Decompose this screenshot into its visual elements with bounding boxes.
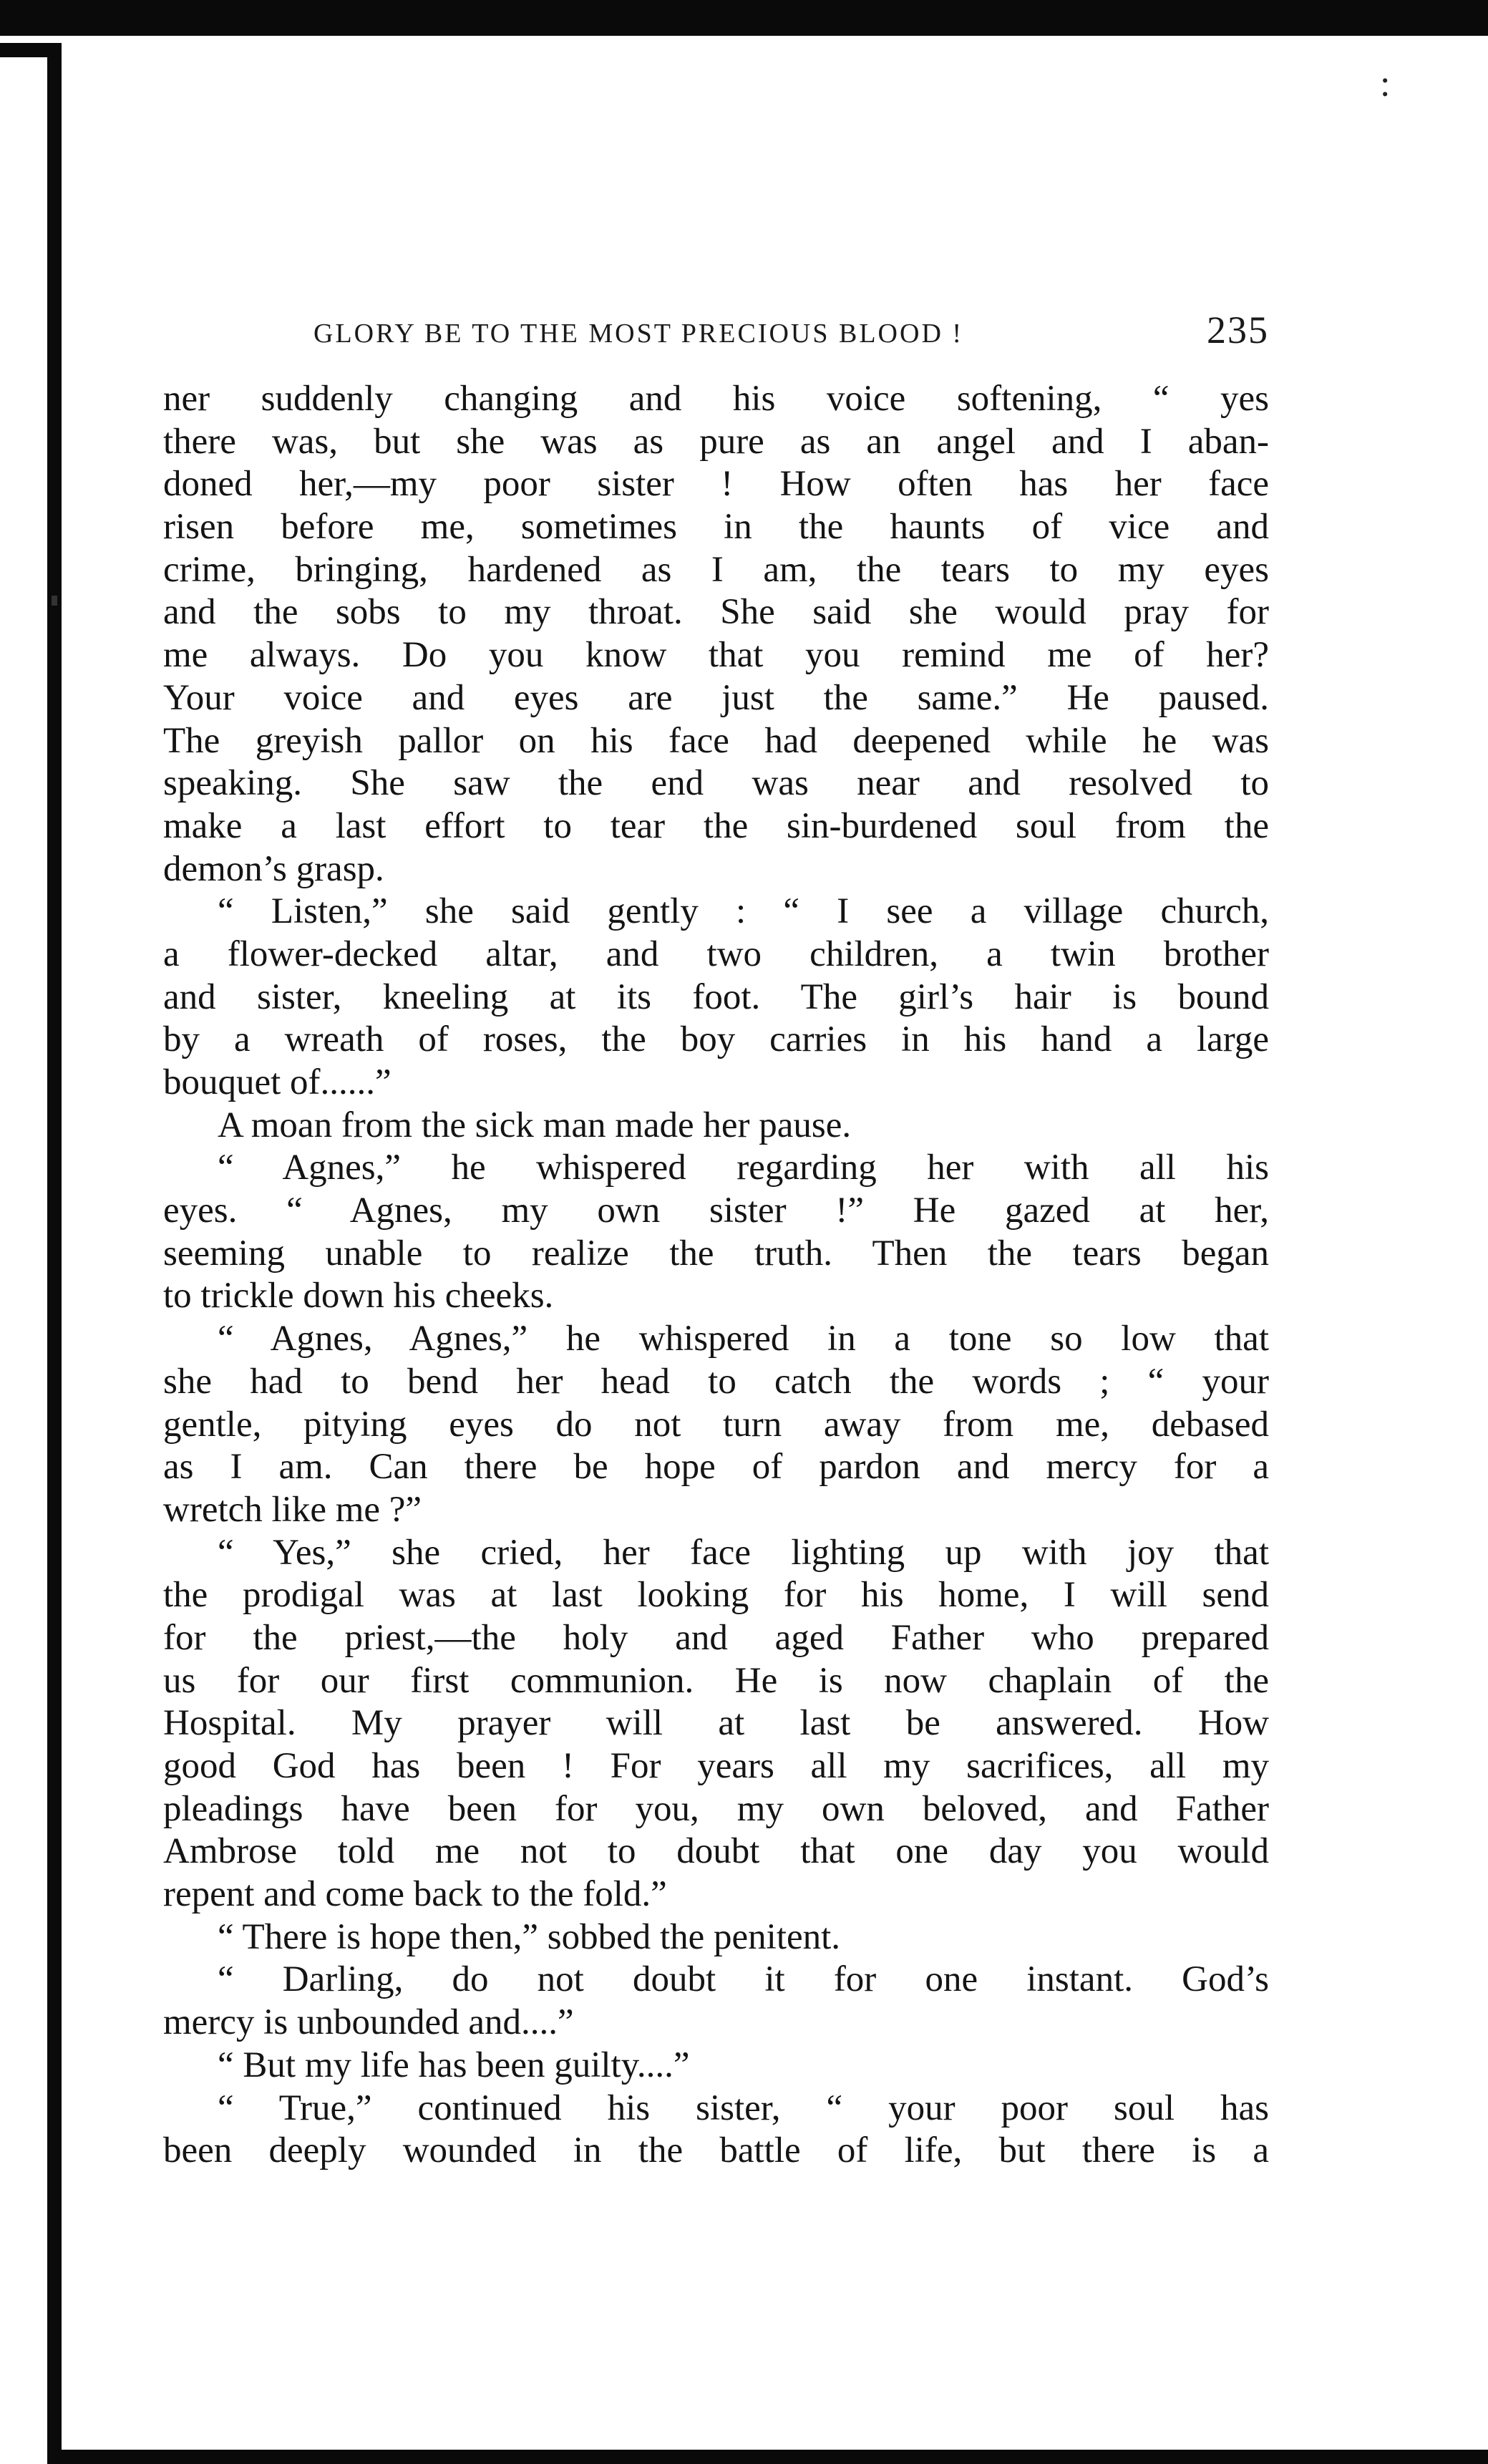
page-number: 235 [1207,309,1269,351]
text-line: wretch like me ?” [163,1489,422,1530]
text-line: make a last effort to tear the sin-burdened soul from the [163,805,1269,846]
text-line: pleadings have been for you, my own beloved, and Father [163,1788,1269,1829]
text-line: a flower-decked altar, and two children, a twin brother [163,933,1269,974]
text-line: been deeply wounded in the battle of life, but there is a [163,2130,1269,2171]
text-line: she had to bend her head to catch the words ; “ your [163,1361,1269,1402]
text-line: speaking. She saw the end was near and resolved to [163,763,1269,804]
text-line: bouquet of......” [163,1062,392,1102]
text-line: “ Agnes,” he whispered regarding her with all his [218,1148,1269,1188]
text-line: eyes. “ Agnes, my own sister !” He gazed at her, [163,1190,1269,1231]
text-line: for the priest,—the holy and aged Father who prepared [163,1617,1269,1658]
text-line: risen before me, sometimes in the haunts of vice and [163,507,1269,548]
text-line: A moan from the sick man made her pause. [218,1105,852,1145]
text-line: Hospital. My prayer will at last be answered. How [163,1703,1269,1744]
text-line: “ True,” continued his sister, “ your poor soul has [218,2087,1269,2128]
text-line: as I am. Can there be hope of pardon and mercy for a [163,1447,1269,1488]
text-line: to trickle down his cheeks. [163,1276,554,1316]
text-line: Your voice and eyes are just the same.” He paused. [163,677,1269,718]
running-title: GLORY BE TO THE MOST PRECIOUS BLOOD ! [313,319,964,349]
text-line: repent and come back to the fold.” [163,1874,667,1915]
text-line: me always. Do you know that you remind me of her? [163,635,1269,676]
text-line: and the sobs to my throat. She said she would pray for [163,592,1269,633]
text-line: demon’s grasp. [163,848,384,889]
margin-ink-speck [52,596,57,606]
scan-border-bottom [47,2450,1488,2464]
margin-colon-mark: : [1380,64,1391,105]
text-line: and sister, kneeling at its foot. The girl’s hair is bound [163,976,1269,1017]
body-text [163,378,1269,2173]
text-line: doned her,—my poor sister ! How often has her face [163,464,1269,505]
text-line: Ambrose told me not to doubt that one day you would [163,1831,1269,1872]
text-line: “ Darling, do not doubt it for one instant. God’s [218,1959,1269,2000]
text-line: mercy is unbounded and....” [163,2002,574,2043]
text-line: seeming unable to realize the truth. Then the tears began [163,1233,1269,1274]
text-line: crime, bringing, hardened as I am, the tears to my eyes [163,549,1269,590]
scan-border-left [47,43,62,2463]
text-line: The greyish pallor on his face had deepened while he was [163,720,1269,761]
text-line: good God has been ! For years all my sacrifices, all my [163,1746,1269,1786]
text-line: “ Listen,” she said gently : “ I see a village church, [218,891,1269,932]
text-line: us for our first communion. He is now chaplain of the [163,1660,1269,1701]
running-head [163,308,1269,358]
text-line: ner suddenly changing and his voice softening, “ yes [163,379,1269,419]
text-line: gentle, pitying eyes do not turn away from me, debased [163,1404,1269,1445]
text-line: “ Agnes, Agnes,” he whispered in a tone so low that [218,1319,1269,1359]
text-line: there was, but she was as pure as an angel and I aban- [163,421,1269,462]
text-line: “ There is hope then,” sobbed the penitent. [218,1916,841,1957]
text-line: “ But my life has been guilty....” [218,2045,690,2085]
text-line: by a wreath of roses, the boy carries in his hand a large [163,1019,1269,1060]
scan-border-top [0,0,1488,36]
text-line: “ Yes,” she cried, her face lighting up with joy that [218,1532,1269,1573]
text-line: the prodigal was at last looking for his home, I will send [163,1575,1269,1616]
